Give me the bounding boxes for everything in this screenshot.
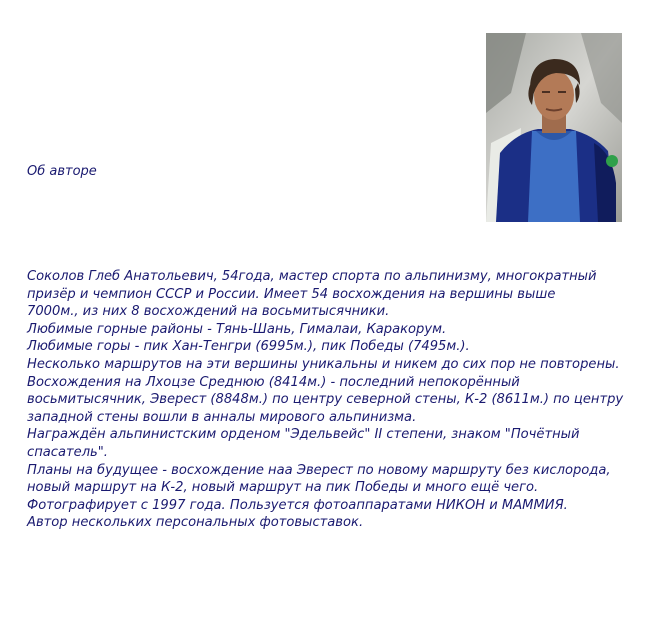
bio-line: спасатель".	[27, 444, 108, 460]
author-photo	[486, 33, 622, 222]
bio-line: 7000м., из них 8 восхождений на восьмитысячники.	[27, 304, 390, 320]
bio-line: восьмитысячник, Эверест (8848м.) по центру северной стены, К-2 (8611м.) по центру	[27, 392, 624, 408]
bio-line: новый маршрут на К-2, новый маршрут на пик Победы и много ещё чего.	[27, 480, 539, 496]
bio-line: Любимые горные районы - Тянь-Шань, Гималаи, Каракорум.	[27, 321, 447, 337]
bio-line: Награждён альпинистским орденом "Эдельвейс" II степени, знаком "Почётный	[27, 427, 580, 443]
bio-line: Автор нескольких персональных фотовыставок.	[27, 515, 364, 531]
bio-line: Любимые горы - пик Хан-Тенгри (6995м.), пик Победы (7495м.).	[27, 339, 470, 355]
author-bio	[27, 268, 652, 532]
bio-line: Фотографирует с 1997 года. Пользуется фотоаппаратами НИКОН и МАММИЯ.	[27, 497, 568, 513]
bio-line: призёр и чемпион СССР и России. Имеет 54 восхождения на вершины выше	[27, 286, 556, 302]
author-portrait-icon	[486, 33, 622, 222]
bio-line: Планы на будущее - восхождение наа Эверест по новому маршруту без кислорода,	[27, 462, 611, 478]
bio-line: Восхождения на Лхоцзе Среднюю (8414м.) - последний непокорённый	[27, 374, 520, 390]
bio-line: Соколов Глеб Анатольевич, 54года, мастер спорта по альпинизму, многократный	[27, 269, 597, 284]
bio-line: Несколько маршрутов на эти вершины уникальны и никем до сих пор не повторены.	[27, 356, 620, 372]
bio-line: западной стены вошли в анналы мирового альпинизма.	[27, 409, 417, 425]
about-author-heading: Об авторе	[27, 164, 97, 179]
